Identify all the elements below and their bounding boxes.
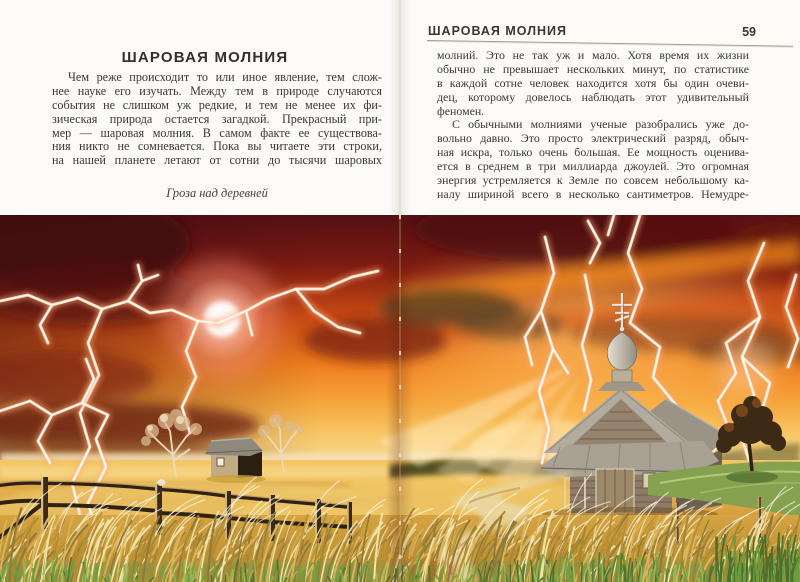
- left-page-body: [52, 71, 382, 168]
- chapter-title: ШАРОВАЯ МОЛНИЯ: [121, 49, 289, 67]
- text-line: зическая природа остается загадкой. Прекрасный при-: [52, 112, 382, 126]
- text-line: нее науке его изучать. Между тем в природе случаются: [52, 84, 382, 98]
- chapel-dome-skirt: [598, 382, 646, 391]
- binding-seam: [386, 215, 414, 582]
- illustration-caption: Гроза над деревней: [166, 186, 268, 200]
- running-header: ШАРОВАЯ МОЛНИЯ: [428, 24, 567, 38]
- text-line: ется в среднем в три миллиарда джоулей. Это огромная: [437, 160, 749, 174]
- text-line: Чем реже происходит то или иное явление, тем слож-: [68, 71, 382, 84]
- text-line: налу шириной всего в несколько сантиметров. Немудре-: [437, 187, 749, 201]
- text-line: ния никто не сомневается. Пока вы читаете эти строки,: [52, 140, 382, 154]
- text-line: на нашей планете летают от сотни до тысячи шаровых: [52, 154, 382, 168]
- text-line: молний. Это не так уж и мало. Хотя время их жизни: [437, 49, 749, 62]
- header-rule: [427, 40, 793, 47]
- shed: [205, 438, 266, 483]
- text-line: дец, которому довелось наблюдать этот удивительный: [437, 90, 749, 104]
- text-line: обычно не превышает нескольких минут, по статистике: [437, 62, 749, 76]
- text-line: ная искра, только очень большая. Ее мощность оценива-: [437, 146, 749, 160]
- text-line: вольно давно. Это просто электрический разряд, обыч-: [437, 132, 749, 146]
- chapel-drum: [612, 370, 632, 382]
- binding-gutter: [388, 0, 412, 215]
- illustration: [0, 215, 800, 582]
- page-number: 59: [742, 25, 756, 39]
- text-line: события не слишком уж редкие, и тем не менее их фи-: [52, 98, 382, 112]
- text-line: энергия устремляется к Земле по совсем небольшому ка-: [437, 174, 749, 188]
- text-line: мер — шаровая молния. В самом факте ее существова-: [52, 126, 382, 140]
- text-line: С обычными молниями ученые разобрались уже до-: [452, 118, 749, 132]
- text-line: в каждой сотне человек находится хотя бы один очеви-: [437, 76, 749, 90]
- right-page-body: [437, 49, 749, 202]
- text-line: феномен.: [437, 104, 485, 118]
